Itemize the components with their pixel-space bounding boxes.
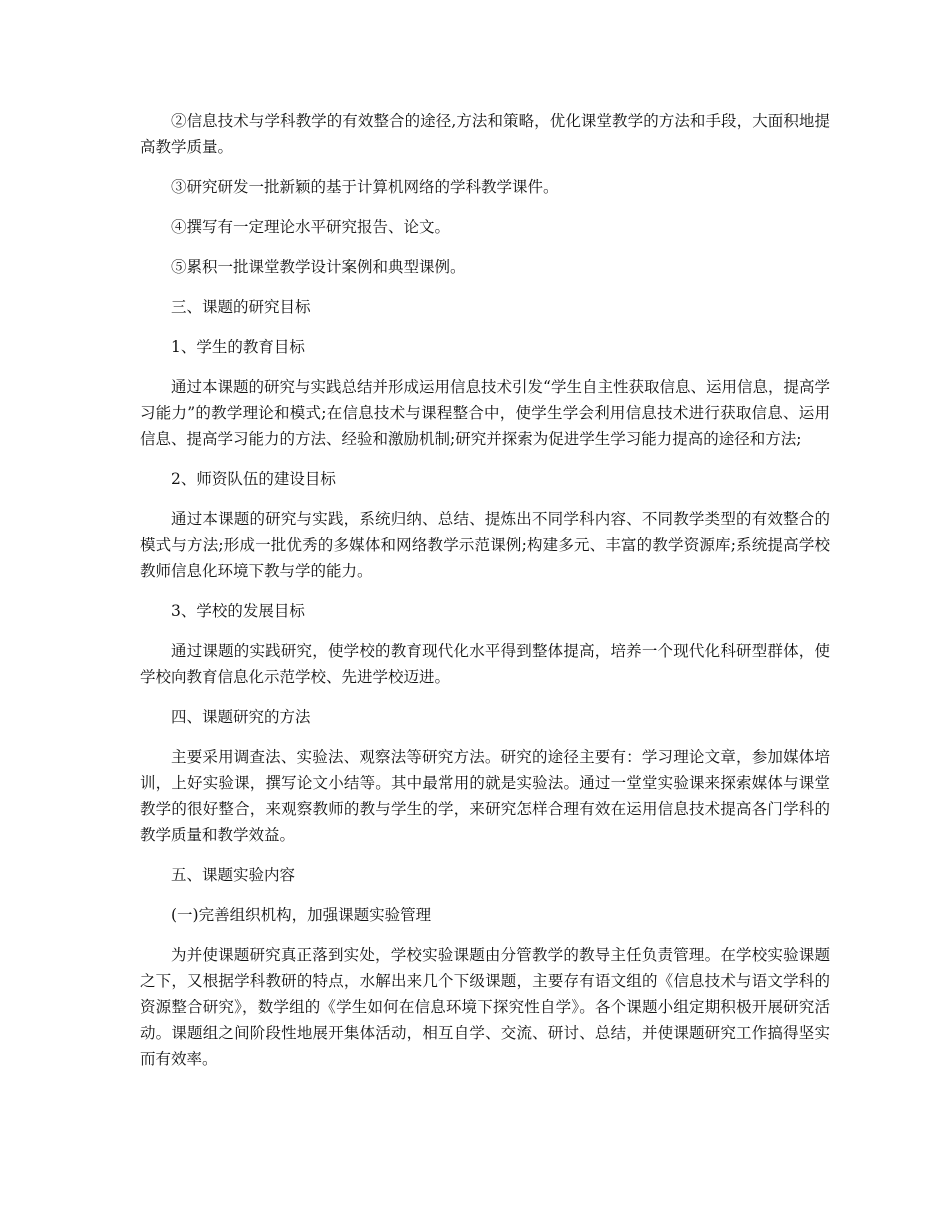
section-heading-5: 五、课题实验内容 bbox=[171, 866, 296, 884]
paragraph-school-goal: 通过课题的实践研究，使学校的教育现代化水平得到整体提高，培养一个现代化科研型群体，使学校向教育信息化示范学校、先进学校迈进。 bbox=[140, 642, 830, 686]
section-heading-3: 三、课题的研究目标 bbox=[171, 298, 311, 316]
paragraph-organization: 为并使课题研究真正落到实处，学校实验课题由分管教学的教导主任负责管理。在学校实验课题之下，又根据学科教研的特点，水解出来几个下级课题，主要存有语文组的《信息技术与语文学科的资源整合研究》，数学组的《学生如何在信息环境下探究性自学》。各个课题小组定期积极开展研究活动。课题组之间阶段性地展开集体活动，相互自学、交流、研讨、总结，并使课题研究工作搞得坚实而有效率。 bbox=[140, 946, 830, 1068]
objective-item-5: ⑤累积一批课堂教学设计案例和典型课例。 bbox=[171, 258, 466, 276]
objective-item-4: ④撰写有一定理论水平研究报告、论文。 bbox=[171, 218, 451, 236]
objective-item-2: ②信息技术与学科教学的有效整合的途径,方法和策略，优化课堂教学的方法和手段，大面积地提高教学质量。 bbox=[140, 112, 830, 156]
subheading-teacher-goal: 2、师资队伍的建设目标 bbox=[171, 470, 336, 488]
subheading-student-goal: 1、学生的教育目标 bbox=[171, 338, 305, 356]
subheading-school-goal: 3、学校的发展目标 bbox=[171, 602, 305, 620]
paragraph-teacher-goal: 通过本课题的研究与实践，系统归纳、总结、提炼出不同学科内容、不同教学类型的有效整合的模式与方法;形成一批优秀的多媒体和网络教学示范课例;构建多元、丰富的教学资源库;系统提高学校教师信息化环境下教与学的能力。 bbox=[140, 510, 830, 580]
paragraph-methods: 主要采用调查法、实验法、观察法等研究方法。研究的途径主要有：学习理论文章，参加媒体培训，上好实验课，撰写论文小结等。其中最常用的就是实验法。通过一堂堂实验课来探索媒体与课堂教学的很好整合，来观察教师的教与学生的学，来研究怎样合理有效在运用信息技术提高各门学科的教学质量和教学效益。 bbox=[140, 748, 830, 844]
paragraph-student-goal: 通过本课题的研究与实践总结并形成运用信息技术引发“学生自主性获取信息、运用信息，提高学习能力”的教学理论和模式;在信息技术与课程整合中，使学生学会利用信息技术进行获取信息、运用信息、提高学习能力的方法、经验和激励机制;研究并探索为促进学生学习能力提高的途径和方法; bbox=[140, 378, 830, 448]
objective-item-3: ③研究研发一批新颖的基于计算机网络的学科教学课件。 bbox=[171, 178, 559, 196]
section-heading-4: 四、课题研究的方法 bbox=[171, 708, 311, 726]
subheading-organization: (一)完善组织机构，加强课题实验管理 bbox=[171, 906, 432, 924]
document-page bbox=[140, 108, 830, 1086]
